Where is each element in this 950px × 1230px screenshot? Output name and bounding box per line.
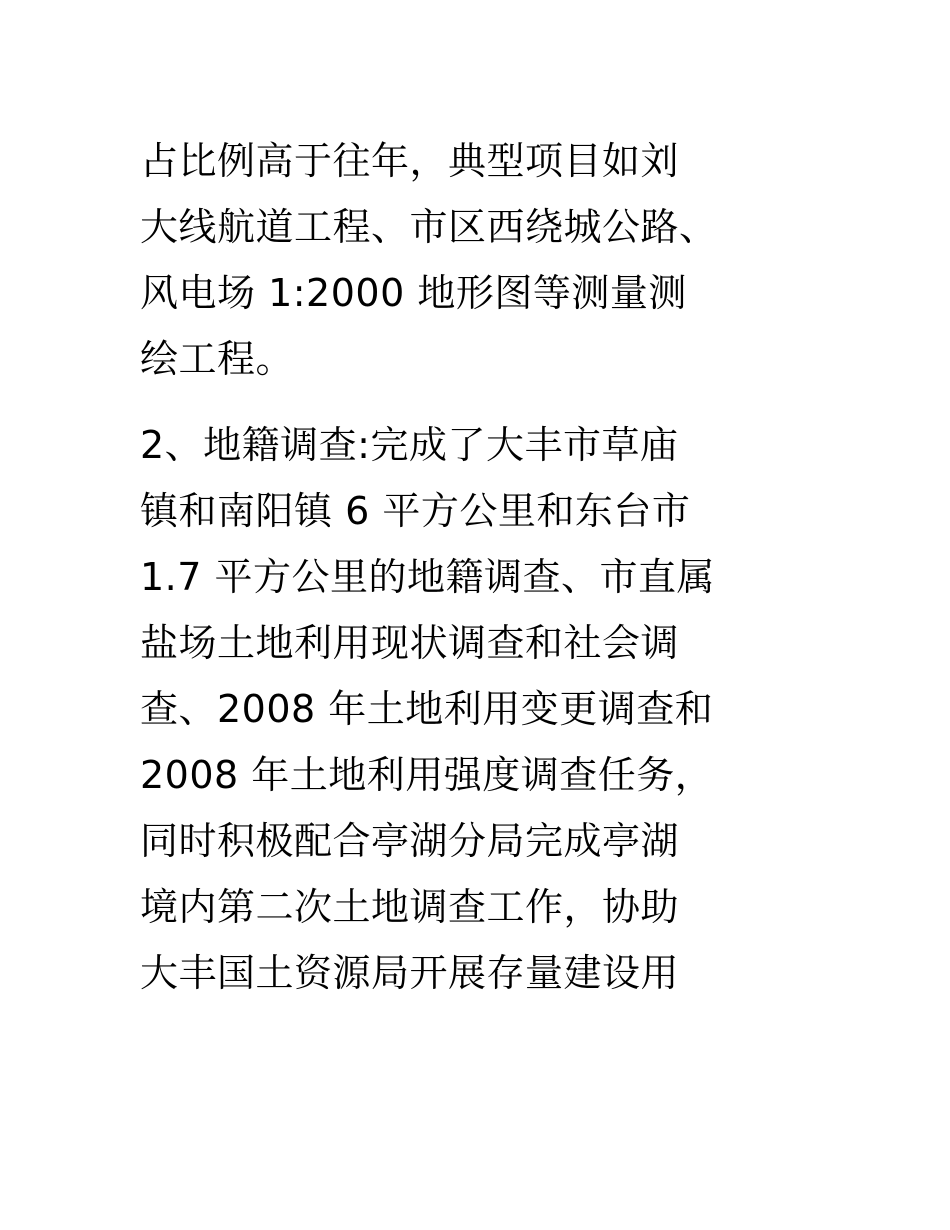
text-line: 境内第二次土地调查工作，协助 xyxy=(140,885,680,929)
text-line: 查、2008 年土地利用变更调查和 xyxy=(140,687,714,731)
text-line: 盐场土地利用现状调查和社会调 xyxy=(140,621,680,665)
text-line: 大线航道工程、市区西绕城公路、 xyxy=(140,205,718,249)
text-line: 大丰国土资源局开展存量建设用 xyxy=(140,951,680,995)
text-line: 2、地籍调查:完成了大丰市草庙 xyxy=(140,423,679,467)
paragraph-2 xyxy=(140,412,840,1006)
text-line: 2008 年土地利用强度调查任务， xyxy=(140,753,714,797)
text-line: 镇和南阳镇 6 平方公里和东台市 xyxy=(140,489,691,533)
paragraph-spacer xyxy=(140,392,840,412)
text-line: 风电场 1:2000 地形图等测量测 xyxy=(140,271,687,315)
text-line: 1.7 平方公里的地籍调查、市直属 xyxy=(140,555,716,599)
text-line: 同时积极配合亭湖分局完成亭湖 xyxy=(140,819,680,863)
text-line: 占比例高于往年，典型项目如刘 xyxy=(140,139,680,183)
paragraph-1 xyxy=(140,128,840,392)
text-line: 绘工程。 xyxy=(140,337,295,381)
document-body xyxy=(140,128,840,1006)
